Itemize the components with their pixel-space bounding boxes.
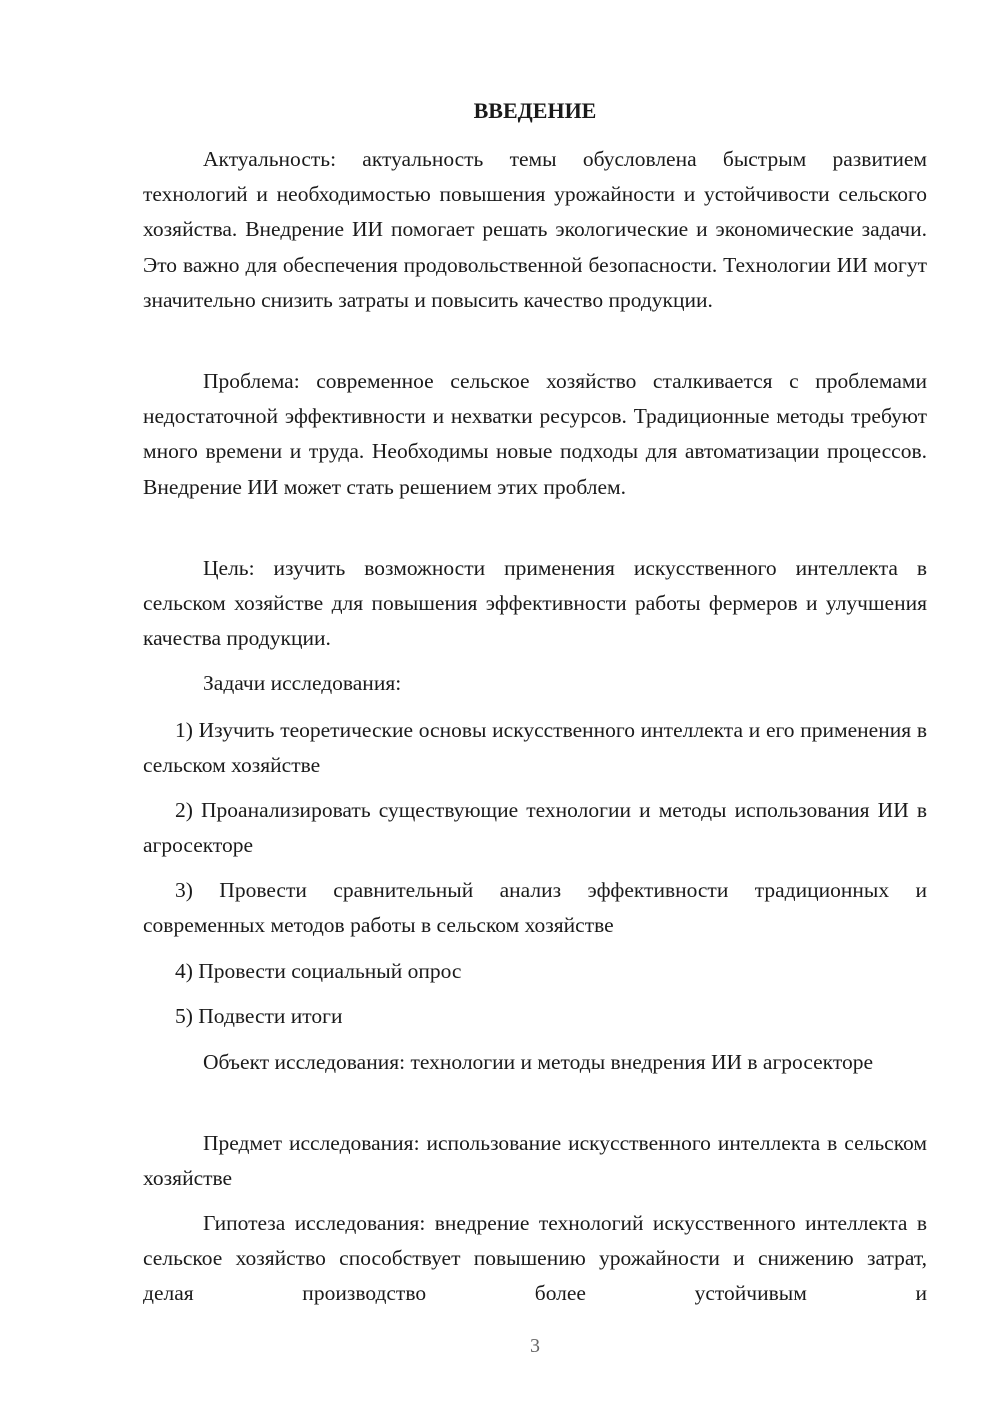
relevance-paragraph: Актуальность: актуальность темы обусловлена быстрым развитием технологий и необходимостью повышения урожайности и устойчивости сельского хозяйства. Внедрение ИИ помогает решать экологические и экономические задачи. Это важно для обеспечения продовольственной безопасности. Технологии ИИ могут значительно снизить затраты и повысить качество продукции.: [143, 147, 927, 312]
subject-paragraph: Предмет исследования: использование искусственного интеллекта в сельском хозяйстве: [143, 1131, 927, 1191]
problem-paragraph: Проблема: современное сельское хозяйство сталкивается с проблемами недостаточной эффективности и нехватки ресурсов. Традиционные методы требуют много времени и труда. Необходимы новые подходы для автоматизации процессов. Внедрение ИИ может стать решением этих проблем.: [143, 369, 927, 499]
task-item-1: 1) Изучить теоретические основы искусственного интеллекта и его применения в сельском хозяйстве: [143, 718, 927, 778]
goal-paragraph: Цель: изучить возможности применения искусственного интеллекта в сельском хозяйстве для повышения эффективности работы фермеров и улучшения качества продукции.: [143, 556, 927, 651]
hypothesis-paragraph: Гипотеза исследования: внедрение технологий искусственного интеллекта в сельское хозяйство способствует повышению урожайности и снижению затрат, делая производство более устойчивым и: [143, 1211, 927, 1306]
task-item-2: 2) Проанализировать существующие технологии и методы использования ИИ в агросекторе: [143, 798, 927, 858]
task-item-4: 4) Провести социальный опрос: [175, 959, 462, 983]
page-number: 3: [530, 1335, 540, 1357]
tasks-title: Задачи исследования:: [203, 671, 402, 695]
task-item-3: 3) Провести сравнительный анализ эффективности традиционных и современных методов работы в сельском хозяйстве: [143, 878, 927, 938]
section-heading: ВВЕДЕНИЕ: [473, 98, 597, 123]
object-paragraph: Объект исследования: технологии и методы внедрения ИИ в агросекторе: [203, 1050, 873, 1074]
task-item-5: 5) Подвести итоги: [175, 1004, 343, 1028]
